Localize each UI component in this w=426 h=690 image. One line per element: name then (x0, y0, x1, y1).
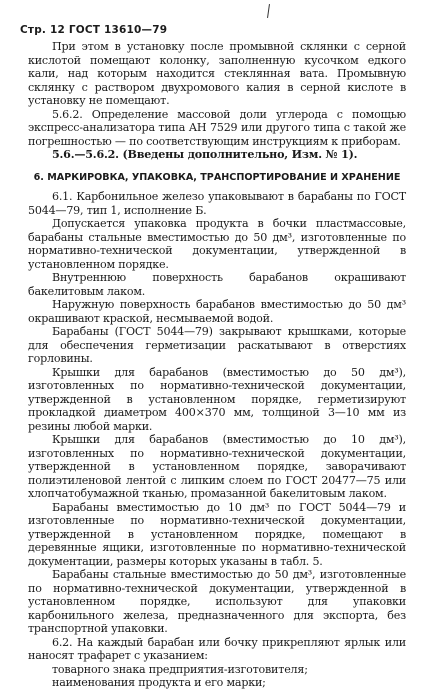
section-heading-6: 6. МАРКИРОВКА, УПАКОВКА, ТРАНСПОРТИРОВАНИЕ И ХРАНЕНИЕ (33, 171, 401, 183)
paragraph-drum-lids: Барабаны (ГОСТ 5044—79) закрывают крышками, которые для обеспечения герметизации раскатывают в отверстиях горловины. (28, 325, 406, 365)
list-item-product-name: наименования продукта и его марки; (52, 676, 266, 689)
page-header: Стр. 12 ГОСТ 13610—79 (20, 24, 168, 36)
amendment-note: 5.6.—5.6.2. (Введены дополнительно, Изм. № 1). (52, 148, 358, 161)
paragraph-6-1: 6.1. Карбонильное железо упаковывают в барабаны по ГОСТ 5044—79, тип 1, исполнение Б. (28, 190, 406, 217)
paragraph-inner-surface: Внутреннюю поверхность барабанов окрашивают бакелитовым лаком. (28, 271, 406, 298)
list-item-trademark: товарного знака предприятия-изготовителя; (52, 662, 308, 676)
paragraph-outer-surface: Наружную поверхность барабанов вместимостью до 50 дм³ окрашивают краской, несмываемой водой. (28, 298, 406, 325)
paragraph-6-2: 6.2. На каждый барабан или бочку прикрепляют ярлык или наносят трафарет с указанием: (28, 635, 406, 662)
paragraph-export-drums: Барабаны стальные вместимостью до 50 дм³, изготовленные по нормативно-технической документации, утвержденной в установленном порядке, используют для упаковки карбонильного железа, предназначенного для экспорта, без транспортной упаковки. (28, 568, 406, 635)
paragraph-potassium-column: При этом в установку после промывной склянки с серной кислотой помещают колонку, заполненную кусочком едкого кали, над которым находится стеклянная вата. Промывную склянку с раствором двухромового калия в серной кислоте в установку не помещают. (28, 40, 406, 107)
paragraph-wooden-boxes: Барабаны вместимостью до 10 дм³ по ГОСТ 5044—79 и изготовленные по нормативно-технической документации, утвержденной в установленном порядке, помещают в деревянные ящики, изготовленные по нормативно-технической документации, размеры которых указаны в табл. 5. (28, 500, 406, 568)
paragraph-lids-10: Крышки для барабанов (вместимостью до 10 дм³), изготовленных по нормативно-технической документации, утвержденной в установленном порядке, заворачивают полиэтиленовой лентой с липким слоем по ГОСТ 20477—75 или хлопчатобумажной тканью, промазанной бакелитовым лаком. (28, 433, 406, 500)
document-body (28, 40, 406, 690)
paragraph-packaging-allowed: Допускается упаковка продукта в бочки пластмассовые, барабаны стальные вместимостью до 50 дм³, изготовленные по нормативно-технической документации, утвержденной в установленном порядке. (28, 217, 406, 271)
paragraph-lids-50: Крышки для барабанов (вместимостью до 50 дм³), изготовленных по нормативно-технической документации, утвержденной в установленном порядке, герметизируют прокладкой диаметром 400×370 мм, толщиной 3—10 мм из резины любой марки. (28, 365, 406, 433)
margin-mark (267, 4, 270, 18)
paragraph-5-6-2: 5.6.2. Определение массовой доли углерода с помощью экспресс-анализатора типа АН 7529 или другого типа с такой же погрешностью — по соответствующим инструкциям к приборам. (28, 107, 406, 148)
